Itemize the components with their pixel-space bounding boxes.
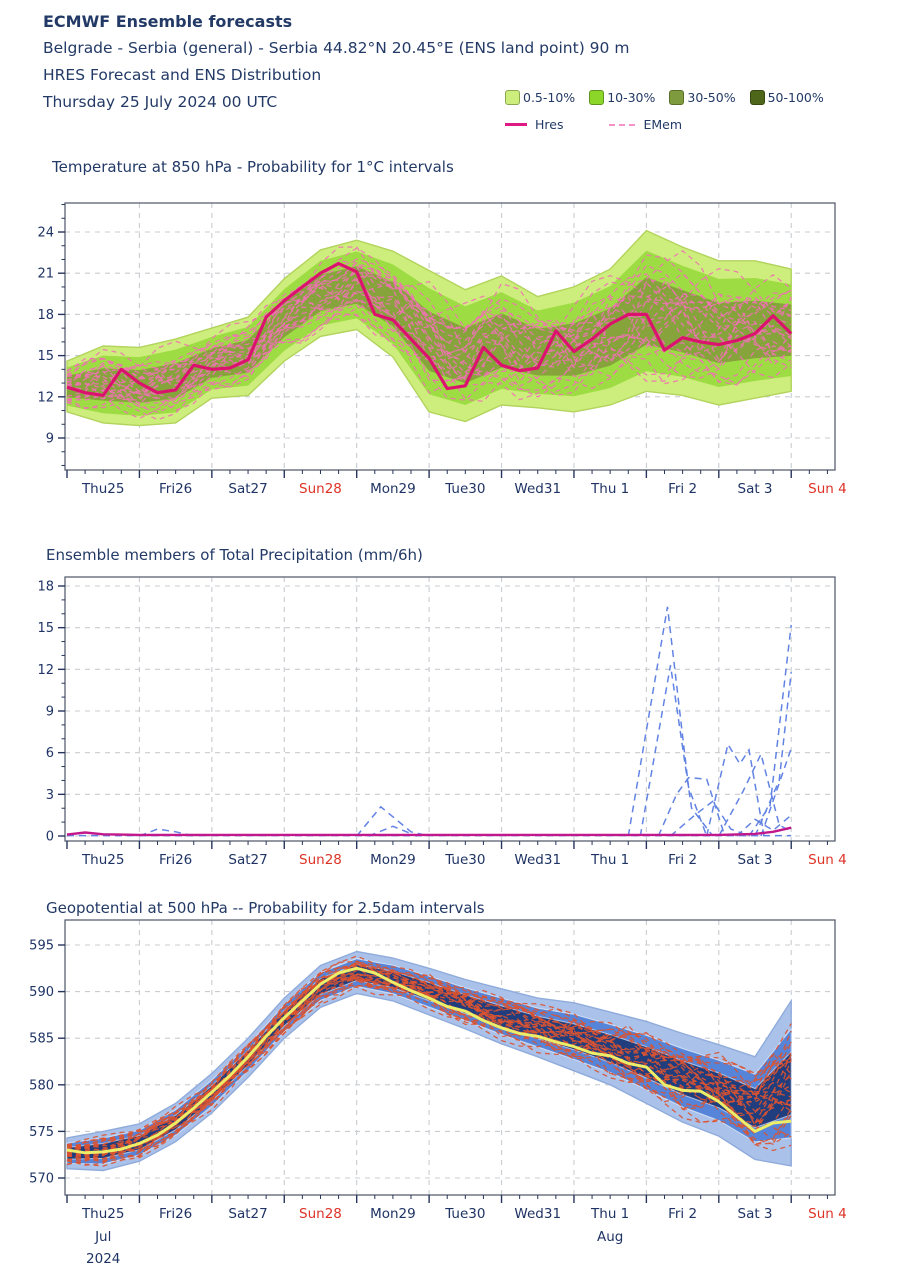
precipitation-chart-title: Ensemble members of Total Precipitation (mm/6h): [46, 546, 423, 564]
y-tick-label: 21: [37, 266, 54, 282]
y-tick-label: 3: [45, 787, 54, 803]
axis-ticks: [58, 586, 827, 849]
y-tick-label: 18: [37, 307, 54, 323]
day-label: Wed31: [514, 481, 562, 497]
legend-band-label: 30-50%: [687, 90, 736, 105]
day-label: Thu 1: [591, 1206, 630, 1222]
grid-lines: [65, 577, 835, 841]
day-label: Mon29: [370, 852, 416, 868]
plot-frame: [65, 577, 835, 841]
day-label: Sat 3: [737, 481, 773, 497]
y-tick-label: 595: [29, 938, 54, 954]
day-label: Sat27: [228, 1206, 268, 1222]
y-tick-label: 580: [29, 1078, 54, 1094]
header-location: Belgrade - Serbia (general) - Serbia 44.82°N 20.45°E (ENS land point) 90 m: [43, 39, 630, 57]
y-tick-label: 6: [45, 746, 54, 762]
day-label: Sat 3: [737, 1206, 773, 1222]
day-label: Fri26: [159, 1206, 193, 1222]
day-label: Thu 1: [591, 481, 630, 497]
day-label: Fri 2: [668, 481, 698, 497]
day-label: Thu25: [81, 1206, 125, 1222]
ensemble-member-line: [671, 801, 750, 836]
day-label: Sun 4: [808, 481, 847, 497]
month-label: Aug: [596, 1229, 624, 1245]
legend-band-label: 10-30%: [607, 90, 656, 105]
y-tick-label: 575: [29, 1124, 54, 1140]
day-label: Sun28: [299, 481, 342, 497]
legend-band-label: 0.5-10%: [523, 90, 576, 105]
month-label: Jul: [95, 1229, 112, 1245]
geopotential-500hpa-chart: [29, 920, 847, 1267]
legend-band-label: 50-100%: [767, 90, 824, 105]
y-tick-label: 24: [37, 225, 54, 241]
y-tick-label: 0: [45, 829, 54, 845]
y-tick-label: 585: [29, 1031, 54, 1047]
y-tick-label: 12: [37, 662, 54, 678]
day-label: Thu 1: [591, 852, 630, 868]
header-subtitle: HRES Forecast and ENS Distribution: [43, 66, 322, 84]
day-label: Wed31: [514, 852, 562, 868]
legend-line-label: EMem: [643, 117, 683, 132]
legend-line-label: Hres: [535, 117, 564, 132]
ensemble-member-line: [707, 744, 764, 836]
ensemble-member-line: [628, 607, 706, 836]
ensemble-member-line: [761, 749, 791, 837]
day-label: Tue30: [445, 1206, 486, 1222]
day-label: Fri 2: [668, 1206, 698, 1222]
day-label: Sun 4: [808, 1206, 847, 1222]
y-tick-label: 590: [29, 985, 54, 1001]
plot-area: [67, 231, 791, 426]
y-tick-label: 9: [45, 704, 54, 720]
day-label: Fri26: [159, 481, 193, 497]
total-precipitation-chart: [37, 577, 846, 868]
day-label: Tue30: [445, 481, 486, 497]
geopotential-chart-title: Geopotential at 500 hPa -- Probability for 2.5dam intervals: [46, 899, 485, 917]
y-tick-label: 12: [37, 390, 54, 406]
day-label: Fri 2: [668, 852, 698, 868]
y-tick-label: 9: [45, 431, 54, 447]
day-label: Sun28: [299, 1206, 342, 1222]
y-tick-label: 15: [37, 349, 54, 365]
temperature-850hpa-chart: [37, 203, 846, 497]
day-label: Thu25: [81, 481, 125, 497]
day-label: Wed31: [514, 1206, 562, 1222]
year-label: 2024: [86, 1251, 121, 1267]
day-label: Sat 3: [737, 852, 773, 868]
day-label: Mon29: [370, 481, 416, 497]
y-tick-label: 570: [29, 1171, 54, 1187]
y-tick-label: 15: [37, 621, 54, 637]
ensemble-member-line: [357, 807, 429, 836]
day-label: Sat27: [228, 852, 268, 868]
header-basetime: Thursday 25 July 2024 00 UTC: [43, 93, 278, 111]
temperature-chart-title: Temperature at 850 hPa - Probability for 1°C intervals: [52, 158, 454, 176]
day-label: Tue30: [445, 852, 486, 868]
day-label: Sun 4: [808, 852, 847, 868]
y-tick-label: 18: [37, 579, 54, 595]
day-label: Sun28: [299, 852, 342, 868]
day-label: Thu25: [81, 852, 125, 868]
header-title: ECMWF Ensemble forecasts: [43, 12, 293, 31]
day-label: Mon29: [370, 1206, 416, 1222]
day-label: Fri26: [159, 852, 193, 868]
day-label: Sat27: [228, 481, 268, 497]
